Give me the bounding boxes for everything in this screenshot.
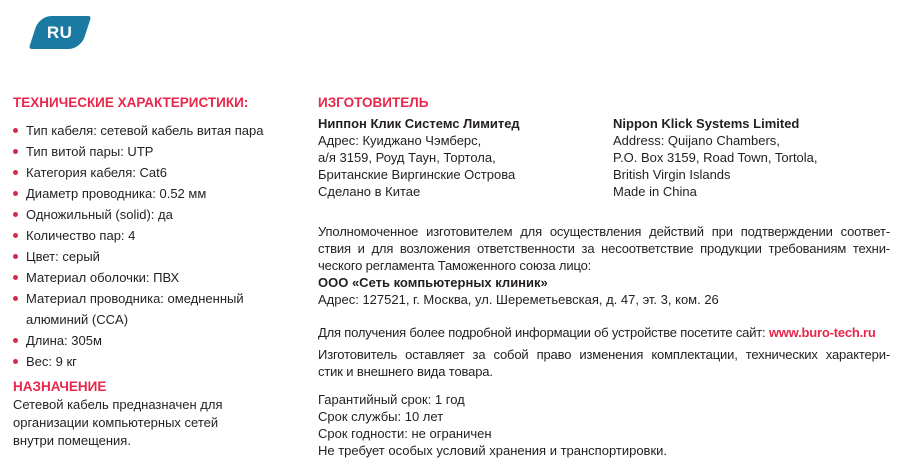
spec-item-text: Цвет: серый: [26, 249, 100, 264]
spec-list-item: [13, 246, 295, 267]
bullet-icon: [13, 191, 18, 196]
address-line: British Virgin Islands: [613, 167, 731, 182]
website-link[interactable]: www.buro-tech.ru: [768, 325, 876, 340]
warranty-block: [318, 391, 890, 459]
paragraph-line: Уполномоченное изготовителем для осуществления действий при подтверждении соответ-: [318, 224, 890, 239]
manufacturer-ru-column: [318, 115, 613, 200]
spec-list-item: [13, 141, 295, 162]
paragraph-line: Изготовитель оставляет за собой право изменения комплектации, технических характери-: [318, 347, 890, 362]
spec-item-text: Одножильный (solid): да: [26, 207, 173, 222]
bullet-icon: [13, 170, 18, 175]
spec-item-text: Тип витой пары: UTP: [26, 144, 154, 159]
purpose-heading: НАЗНАЧЕНИЕ: [13, 379, 107, 394]
spec-list-item: [13, 120, 295, 141]
manufacturer-heading: ИЗГОТОВИТЕЛЬ: [318, 95, 429, 110]
address-line: P.O. Box 3159, Road Town, Tortola,: [613, 150, 818, 165]
address-line: Адрес: Куиджано Чэмберс,: [318, 133, 482, 148]
spec-item-text: Длина: 305м: [26, 333, 102, 348]
manufacturer-ru-name: Ниппон Клик Системс Лимитед: [318, 116, 520, 131]
warranty-line: Гарантийный срок: 1 год: [318, 392, 465, 407]
manufacturer-en-address: [613, 132, 890, 200]
authorized-company-address: Адрес: 127521, г. Москва, ул. Шереметьевская, д. 47, эт. 3, ком. 26: [318, 292, 719, 307]
spec-list-item: [13, 162, 295, 183]
spec-item-text: Вес: 9 кг: [26, 354, 77, 369]
specs-heading: ТЕХНИЧЕСКИЕ ХАРАКТЕРИСТИКИ:: [13, 95, 249, 110]
warranty-line: Срок службы: 10 лет: [318, 409, 444, 424]
spec-list-item: [13, 204, 295, 225]
warranty-line: Срок годности: не ограничен: [318, 426, 492, 441]
spec-item-text: Материал оболочки: ПВХ: [26, 270, 180, 285]
manufacturer-legal-section: [318, 94, 890, 459]
disclaimer-paragraph: [318, 346, 890, 380]
bullet-icon: [13, 275, 18, 280]
authorized-paragraph: [318, 223, 890, 274]
website-text: Для получения более подробной информации об устройстве посетите сайт:: [318, 325, 769, 340]
specs-section: [13, 94, 313, 450]
address-line: Британские Виргинские Острова: [318, 167, 516, 182]
bullet-icon: [13, 233, 18, 238]
bullet-icon: [13, 296, 18, 301]
spec-item-text: Диаметр проводника: 0.52 мм: [26, 186, 207, 201]
warranty-line: Не требует особых условий хранения и транспортировки.: [318, 443, 668, 458]
bullet-icon: [13, 338, 18, 343]
spec-list-item: [13, 183, 295, 204]
paragraph-line: ствия и для возложения ответственности за несоответствие продукции требованиям техни-: [318, 241, 890, 256]
spec-list-item: [13, 267, 295, 288]
spec-item-text: Материал проводника: омедненный алюминий (CCA): [26, 291, 244, 327]
bullet-icon: [13, 128, 18, 133]
address-line: Made in China: [613, 184, 697, 199]
purpose-text: Сетевой кабель предназначен для организации компьютерных сетей внутри помещения.: [13, 397, 223, 448]
paragraph-line: стик и внешнего вида товара.: [318, 364, 493, 379]
spec-list-item: [13, 351, 295, 372]
spec-list-item: [13, 225, 295, 246]
spec-item-text: Категория кабеля: Cat6: [26, 165, 167, 180]
bullet-icon: [13, 149, 18, 154]
website-line: [318, 324, 890, 341]
bullet-icon: [13, 212, 18, 217]
address-line: а/я 3159, Роуд Таун, Тортола,: [318, 150, 496, 165]
spec-item-text: Количество пар: 4: [26, 228, 136, 243]
address-line: Address: Quijano Chambers,: [613, 133, 780, 148]
ru-logo: [29, 16, 92, 49]
authorized-representative-block: [318, 223, 890, 308]
paragraph-line: ческого регламента Таможенного союза лицо:: [318, 258, 592, 273]
manufacturer-en-column: [613, 115, 890, 200]
spec-list-item: [13, 330, 295, 351]
authorized-company: ООО «Сеть компьютерных клиник»: [318, 275, 548, 290]
manufacturer-ru-address: [318, 132, 613, 200]
spec-item-text: Тип кабеля: сетевой кабель витая пара: [26, 123, 264, 138]
address-line: Сделано в Китае: [318, 184, 421, 199]
spec-list-item: [13, 288, 295, 330]
manufacturer-en-name: Nippon Klick Systems Limited: [613, 116, 800, 131]
spec-list: [13, 120, 295, 372]
bullet-icon: [13, 359, 18, 364]
bullet-icon: [13, 254, 18, 259]
manufacturer-columns: [318, 115, 890, 200]
ru-logo-label: RU: [47, 22, 73, 42]
